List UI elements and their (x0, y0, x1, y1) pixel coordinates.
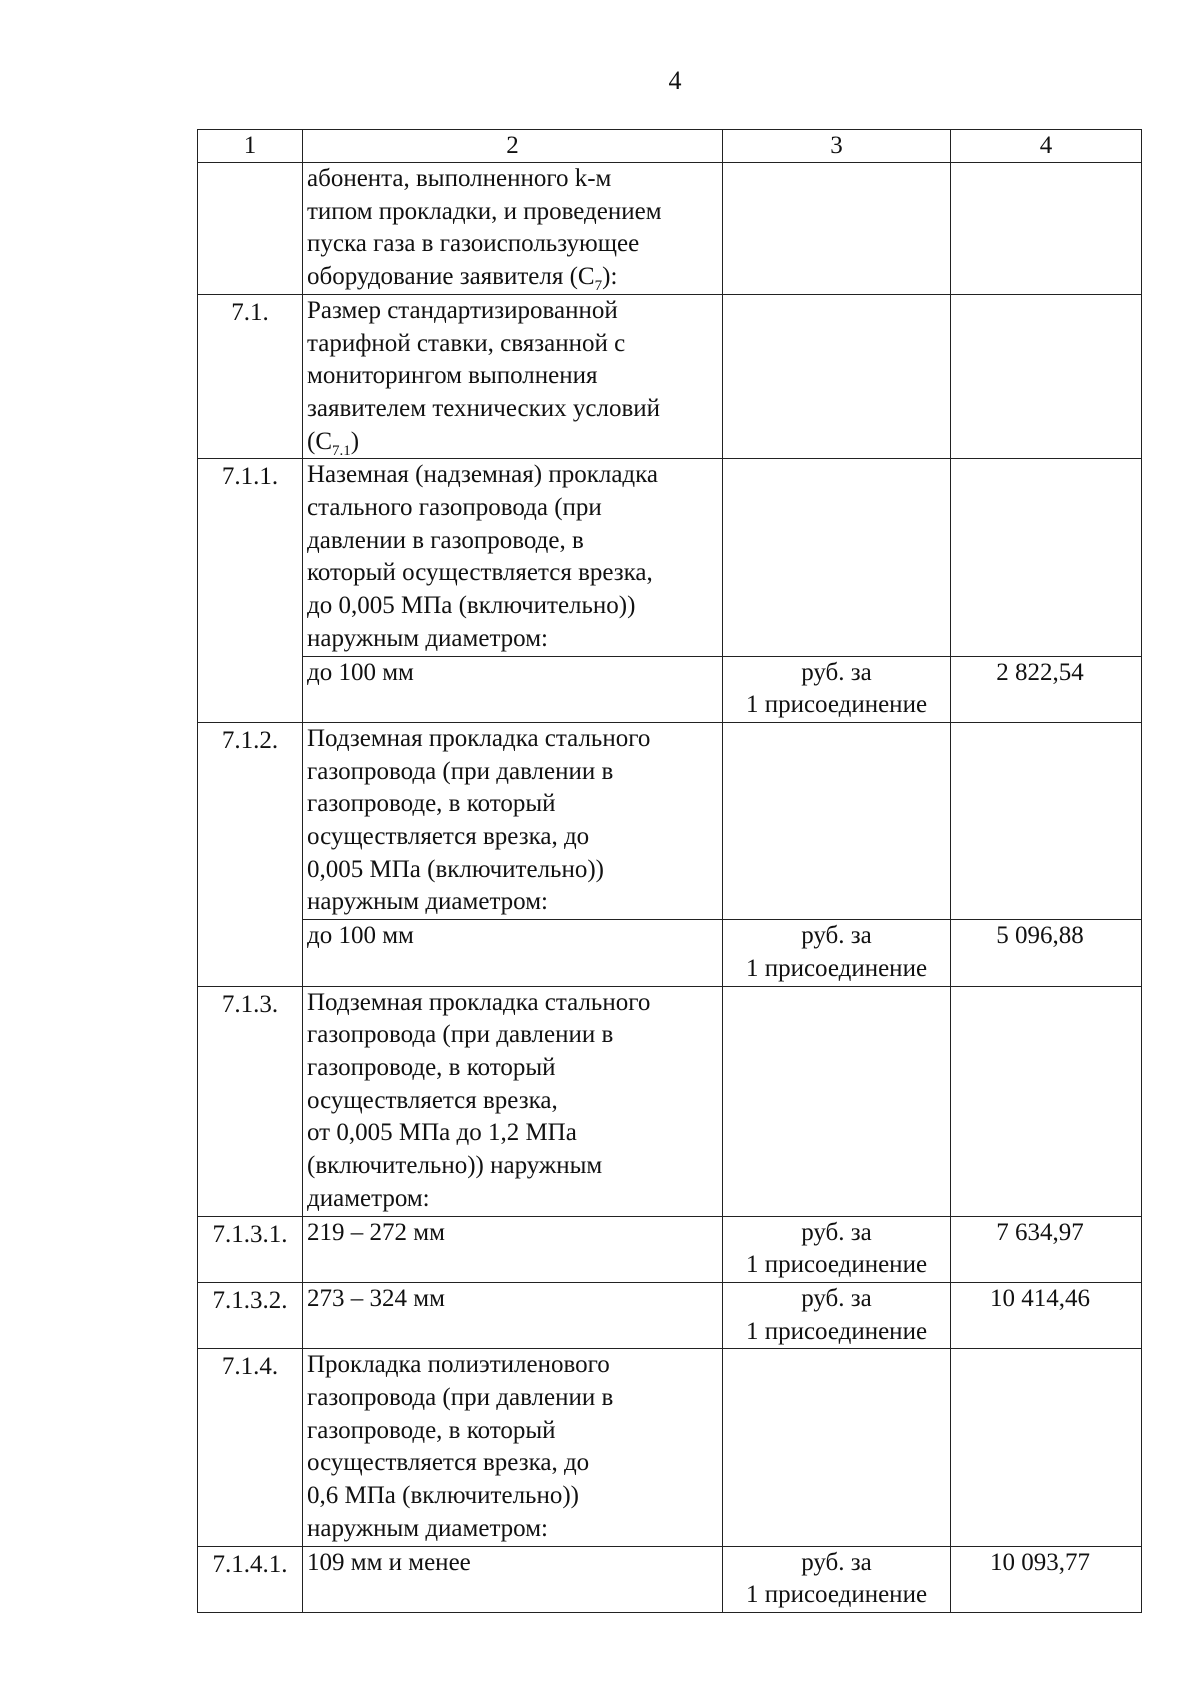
description-line: газопровода (при давлении в (307, 1021, 614, 1049)
header-col-4: 4 (951, 130, 1142, 163)
table-row (198, 1216, 1142, 1282)
row-unit (723, 163, 951, 295)
row-number: 7.1. (198, 294, 303, 459)
description-line: наружным диаметром: (307, 624, 548, 652)
row-value (951, 986, 1142, 1216)
row-unit (723, 656, 951, 722)
row-description: 273 – 324 мм (303, 1282, 723, 1348)
row-description: 219 – 272 мм (303, 1216, 723, 1282)
table-row (198, 920, 1142, 986)
row-value: 10 093,77 (951, 1546, 1142, 1612)
description-line: 0,005 МПа (включительно)) (307, 855, 604, 883)
description-line: оборудование заявителя $(С_7)$: (307, 263, 618, 295)
row-description (303, 1349, 723, 1546)
table-header-row (198, 130, 1142, 163)
row-number: 7.1.1. (198, 459, 303, 723)
row-value (951, 294, 1142, 459)
description-line: газопровода (при давлении в (307, 757, 614, 785)
unit-line: руб. за (801, 1218, 872, 1246)
description-line: осуществляется врезка, (307, 1086, 558, 1114)
unit-line: 1 присоединение (745, 1317, 928, 1345)
description-line: наружным диаметром: (307, 1514, 548, 1542)
description-line: тарифной ставки, связанной с (307, 329, 626, 357)
header-col-2: 2 (303, 130, 723, 163)
description-line: который осуществляется врезка, (307, 559, 653, 587)
unit-line: 1 присоединение (745, 691, 928, 719)
unit-line: 1 присоединение (745, 954, 928, 982)
row-number: 7.1.4. (198, 1349, 303, 1546)
table-row (198, 1349, 1142, 1546)
row-value: 2 822,54 (951, 656, 1142, 722)
row-number: 7.1.3.2. (198, 1282, 303, 1348)
row-description (303, 459, 723, 656)
description-line: до 0,005 МПа (включительно)) (307, 592, 636, 620)
row-description: 109 мм и менее (303, 1546, 723, 1612)
table-row (198, 1282, 1142, 1348)
description-line: Размер стандартизированной (307, 296, 618, 324)
row-unit (723, 459, 951, 656)
description-line: осуществляется врезка, до (307, 1449, 590, 1477)
table-row (198, 294, 1142, 459)
row-value: 5 096,88 (951, 920, 1142, 986)
row-unit (723, 1349, 951, 1546)
row-description: до 100 мм (303, 656, 723, 722)
description-line: от 0,005 МПа до 1,2 МПа (307, 1119, 577, 1147)
description-line: наружным диаметром: (307, 888, 548, 916)
row-description (303, 163, 723, 295)
description-line: 0,6 МПа (включительно)) (307, 1482, 579, 1510)
row-unit (723, 1282, 951, 1348)
row-description (303, 294, 723, 459)
description-line: $(С_{7.1})$ (307, 427, 360, 459)
row-unit (723, 722, 951, 919)
row-description: до 100 мм (303, 920, 723, 986)
header-col-1: 1 (198, 130, 303, 163)
row-value (951, 1349, 1142, 1546)
description-line: газопроводе, в который (307, 1053, 556, 1081)
unit-line: 1 присоединение (745, 1251, 928, 1279)
row-unit (723, 986, 951, 1216)
description-line: мониторингом выполнения (307, 362, 598, 390)
row-unit (723, 920, 951, 986)
row-value: 7 634,97 (951, 1216, 1142, 1282)
table-row (198, 656, 1142, 722)
description-line: стального газопровода (при (307, 494, 602, 522)
description-line: Подземная прокладка стального (307, 724, 651, 752)
row-unit (723, 1216, 951, 1282)
description-line: газопроводе, в который (307, 1416, 556, 1444)
row-unit (723, 294, 951, 459)
row-number (198, 163, 303, 295)
tariff-table (197, 129, 1142, 1613)
description-line: (включительно)) наружным (307, 1152, 603, 1180)
description-line: Наземная (надземная) прокладка (307, 461, 659, 489)
row-unit (723, 1546, 951, 1612)
row-value (951, 459, 1142, 656)
unit-line: руб. за (801, 658, 872, 686)
description-line: газопроводе, в который (307, 790, 556, 818)
description-line: абонента, выполненного k-м (307, 165, 612, 192)
table-row (198, 986, 1142, 1216)
row-number: 7.1.2. (198, 722, 303, 986)
row-number: 7.1.3. (198, 986, 303, 1216)
description-line: Подземная прокладка стального (307, 988, 651, 1016)
description-line: давлении в газопроводе, в (307, 526, 584, 554)
unit-line: руб. за (801, 922, 872, 950)
description-line: типом прокладки, и проведением (307, 197, 662, 225)
description-line: Прокладка полиэтиленового (307, 1351, 610, 1379)
row-description (303, 986, 723, 1216)
table-row (198, 459, 1142, 656)
row-value: 10 414,46 (951, 1282, 1142, 1348)
unit-line: руб. за (801, 1284, 872, 1312)
unit-line: руб. за (801, 1548, 872, 1576)
row-value (951, 163, 1142, 295)
page-number: 4 (668, 66, 682, 95)
table-row (198, 163, 1142, 295)
row-description (303, 722, 723, 919)
unit-line: 1 присоединение (745, 1581, 928, 1609)
description-line: пуска газа в газоиспользующее (307, 230, 640, 258)
row-number: 7.1.3.1. (198, 1216, 303, 1282)
row-value (951, 722, 1142, 919)
row-number: 7.1.4.1. (198, 1546, 303, 1612)
description-line: газопровода (при давлении в (307, 1384, 614, 1412)
header-col-3: 3 (723, 130, 951, 163)
description-line: осуществляется врезка, до (307, 823, 590, 851)
description-line: диаметром: (307, 1184, 430, 1212)
table-row (198, 722, 1142, 919)
table-row (198, 1546, 1142, 1612)
description-line: заявителем технических условий (307, 394, 661, 422)
